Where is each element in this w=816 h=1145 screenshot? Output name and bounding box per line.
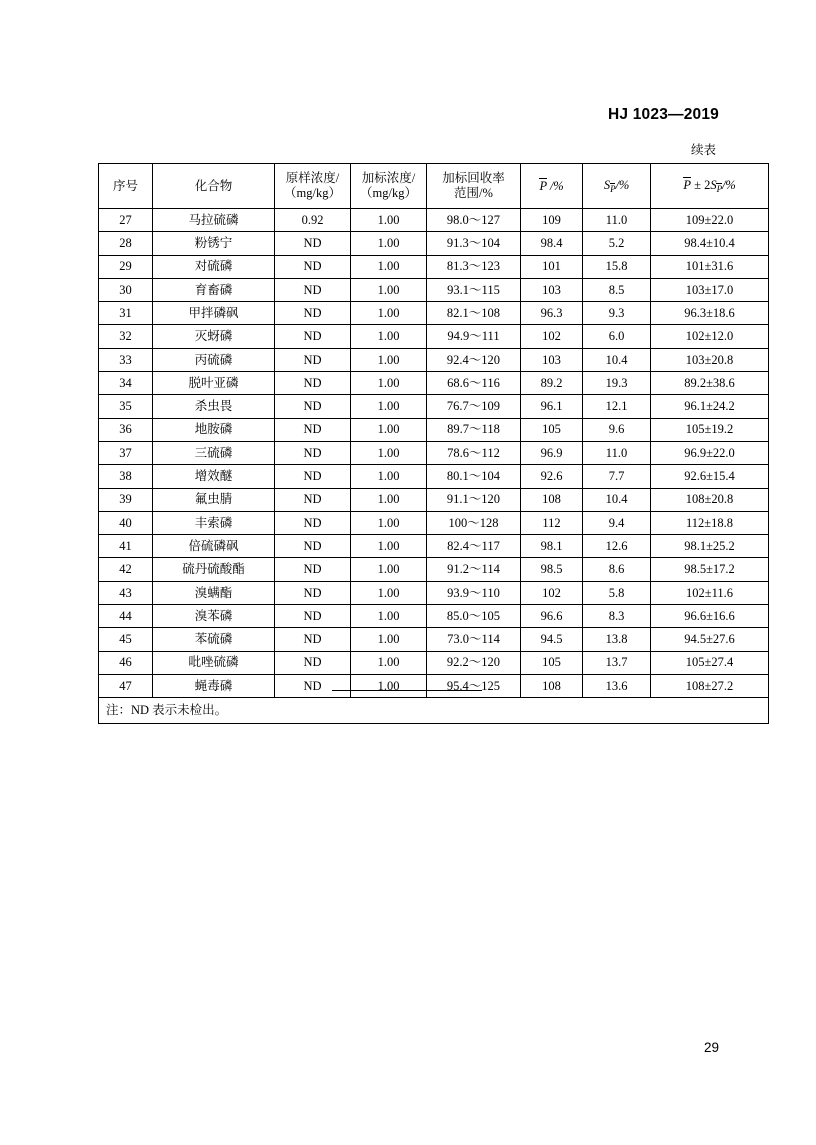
cell-spike-concentration: 1.00 xyxy=(351,372,427,395)
footnote-separator-rule xyxy=(332,690,482,691)
s-symbol: S xyxy=(603,177,611,192)
cell-mean-recovery: 98.1 xyxy=(521,535,583,558)
column-header-line: 加标回收率 xyxy=(442,171,505,186)
page-number: 29 xyxy=(703,1040,719,1055)
table-row xyxy=(99,628,769,651)
cell-recovery-range: 76.7～109 xyxy=(427,395,521,418)
cell-mean-recovery: 102 xyxy=(521,325,583,348)
cell-serial-number: 32 xyxy=(99,325,153,348)
cell-confidence-interval: 101±31.6 xyxy=(651,255,769,278)
cell-serial-number: 42 xyxy=(99,558,153,581)
table-row xyxy=(99,418,769,441)
cell-spike-concentration: 1.00 xyxy=(351,255,427,278)
column-header-line: 加标浓度/ xyxy=(361,171,416,186)
cell-mean-recovery: 103 xyxy=(521,278,583,301)
cell-serial-number: 44 xyxy=(99,605,153,628)
cell-recovery-range: 100～128 xyxy=(427,511,521,534)
cell-confidence-interval: 94.5±27.6 xyxy=(651,628,769,651)
cell-recovery-range: 89.7～118 xyxy=(427,418,521,441)
cell-mean-recovery: 96.9 xyxy=(521,441,583,464)
cell-confidence-interval: 108±20.8 xyxy=(651,488,769,511)
cell-spike-concentration: 1.00 xyxy=(351,395,427,418)
cell-compound: 丙硫磷 xyxy=(153,348,275,371)
cell-recovery-range: 91.2～114 xyxy=(427,558,521,581)
cell-serial-number: 34 xyxy=(99,372,153,395)
cell-original-concentration: ND xyxy=(275,465,351,488)
cell-serial-number: 30 xyxy=(99,278,153,301)
cell-original-concentration: ND xyxy=(275,651,351,674)
cell-serial-number: 31 xyxy=(99,302,153,325)
cell-recovery-range: 73.0～114 xyxy=(427,628,521,651)
table-row xyxy=(99,581,769,604)
table-row xyxy=(99,674,769,697)
cell-confidence-interval: 102±12.0 xyxy=(651,325,769,348)
percent-symbol: /% xyxy=(722,178,736,193)
cell-recovery-range: 92.2～120 xyxy=(427,651,521,674)
cell-mean-recovery: 96.3 xyxy=(521,302,583,325)
cell-serial-number: 39 xyxy=(99,488,153,511)
cell-original-concentration: ND xyxy=(275,581,351,604)
column-header-original-concentration xyxy=(275,164,351,209)
cell-recovery-range: 82.4～117 xyxy=(427,535,521,558)
cell-std-dev: 5.8 xyxy=(583,581,651,604)
cell-serial-number: 46 xyxy=(99,651,153,674)
cell-confidence-interval: 98.4±10.4 xyxy=(651,232,769,255)
column-header-serial-number xyxy=(99,164,153,209)
cell-compound: 脱叶亚磷 xyxy=(153,372,275,395)
cell-mean-recovery: 109 xyxy=(521,209,583,232)
cell-serial-number: 40 xyxy=(99,511,153,534)
cell-compound: 育畜磷 xyxy=(153,278,275,301)
cell-serial-number: 33 xyxy=(99,348,153,371)
cell-std-dev: 11.0 xyxy=(583,441,651,464)
cell-compound: 地胺磷 xyxy=(153,418,275,441)
table-row xyxy=(99,232,769,255)
s-symbol: S xyxy=(710,178,717,193)
plus-minus-symbol: ± 2 xyxy=(691,178,711,193)
cell-original-concentration: ND xyxy=(275,558,351,581)
cell-original-concentration: ND xyxy=(275,605,351,628)
cell-spike-concentration: 1.00 xyxy=(351,278,427,301)
cell-spike-concentration: 1.00 xyxy=(351,628,427,651)
cell-mean-recovery: 105 xyxy=(521,418,583,441)
cell-serial-number: 43 xyxy=(99,581,153,604)
table-note-row xyxy=(99,698,769,724)
cell-spike-concentration: 1.00 xyxy=(351,441,427,464)
cell-mean-recovery: 98.5 xyxy=(521,558,583,581)
column-header-std-dev xyxy=(583,164,651,209)
cell-serial-number: 37 xyxy=(99,441,153,464)
cell-spike-concentration: 1.00 xyxy=(351,581,427,604)
cell-original-concentration: ND xyxy=(275,325,351,348)
cell-serial-number: 38 xyxy=(99,465,153,488)
cell-spike-concentration: 1.00 xyxy=(351,674,427,697)
cell-recovery-range: 81.3～123 xyxy=(427,255,521,278)
cell-mean-recovery: 94.5 xyxy=(521,628,583,651)
cell-std-dev: 8.6 xyxy=(583,558,651,581)
cell-recovery-range: 85.0～105 xyxy=(427,605,521,628)
cell-std-dev: 15.8 xyxy=(583,255,651,278)
cell-original-concentration: ND xyxy=(275,418,351,441)
cell-std-dev: 9.6 xyxy=(583,418,651,441)
cell-spike-concentration: 1.00 xyxy=(351,302,427,325)
cell-original-concentration: ND xyxy=(275,535,351,558)
cell-serial-number: 35 xyxy=(99,395,153,418)
cell-original-concentration: ND xyxy=(275,395,351,418)
cell-mean-recovery: 96.6 xyxy=(521,605,583,628)
p-bar-subscript: P xyxy=(716,184,723,195)
cell-std-dev: 6.0 xyxy=(583,325,651,348)
cell-serial-number: 29 xyxy=(99,255,153,278)
table-row xyxy=(99,651,769,674)
cell-recovery-range: 68.6～116 xyxy=(427,372,521,395)
cell-confidence-interval: 92.6±15.4 xyxy=(651,465,769,488)
cell-std-dev: 11.0 xyxy=(583,209,651,232)
cell-serial-number: 27 xyxy=(99,209,153,232)
column-header-line: （mg/kg） xyxy=(360,186,417,200)
cell-std-dev: 9.3 xyxy=(583,302,651,325)
cell-compound: 丰索磷 xyxy=(153,511,275,534)
table-row xyxy=(99,488,769,511)
column-header-spike-concentration xyxy=(351,164,427,209)
cell-compound: 马拉硫磷 xyxy=(153,209,275,232)
cell-compound: 灭蚜磷 xyxy=(153,325,275,348)
table-row xyxy=(99,605,769,628)
cell-mean-recovery: 101 xyxy=(521,255,583,278)
column-header-line: 范围/% xyxy=(454,186,493,200)
cell-confidence-interval: 103±20.8 xyxy=(651,348,769,371)
cell-spike-concentration: 1.00 xyxy=(351,558,427,581)
cell-mean-recovery: 98.4 xyxy=(521,232,583,255)
cell-recovery-range: 94.9～111 xyxy=(427,325,521,348)
cell-spike-concentration: 1.00 xyxy=(351,325,427,348)
cell-spike-concentration: 1.00 xyxy=(351,418,427,441)
cell-mean-recovery: 89.2 xyxy=(521,372,583,395)
cell-compound: 氟虫腈 xyxy=(153,488,275,511)
column-header-compound xyxy=(153,164,275,209)
table-header-row xyxy=(99,164,769,209)
cell-std-dev: 12.1 xyxy=(583,395,651,418)
cell-confidence-interval: 98.1±25.2 xyxy=(651,535,769,558)
column-header-line: 序号 xyxy=(112,178,138,193)
table-row xyxy=(99,372,769,395)
cell-std-dev: 13.6 xyxy=(583,674,651,697)
cell-serial-number: 41 xyxy=(99,535,153,558)
column-header-line: 原样浓度/ xyxy=(285,171,340,186)
cell-spike-concentration: 1.00 xyxy=(351,511,427,534)
cell-compound: 蝇毒磷 xyxy=(153,674,275,697)
table-row xyxy=(99,348,769,371)
cell-serial-number: 28 xyxy=(99,232,153,255)
cell-original-concentration: ND xyxy=(275,348,351,371)
recovery-table-container xyxy=(98,163,736,724)
document-running-header: HJ 1023—2019 xyxy=(608,106,719,123)
cell-recovery-range: 98.0～127 xyxy=(427,209,521,232)
cell-recovery-range: 95.4～125 xyxy=(427,674,521,697)
table-row xyxy=(99,441,769,464)
cell-recovery-range: 80.1～104 xyxy=(427,465,521,488)
cell-recovery-range: 92.4～120 xyxy=(427,348,521,371)
cell-std-dev: 10.4 xyxy=(583,488,651,511)
cell-spike-concentration: 1.00 xyxy=(351,209,427,232)
cell-confidence-interval: 105±19.2 xyxy=(651,418,769,441)
cell-original-concentration: ND xyxy=(275,278,351,301)
cell-mean-recovery: 103 xyxy=(521,348,583,371)
table-row xyxy=(99,325,769,348)
cell-compound: 粉锈宁 xyxy=(153,232,275,255)
table-note: 注：ND 表示未检出。 xyxy=(99,698,769,724)
cell-confidence-interval: 96.6±16.6 xyxy=(651,605,769,628)
cell-recovery-range: 78.6～112 xyxy=(427,441,521,464)
cell-compound: 溴苯磷 xyxy=(153,605,275,628)
cell-original-concentration: ND xyxy=(275,372,351,395)
table-body xyxy=(99,209,769,724)
cell-confidence-interval: 102±11.6 xyxy=(651,581,769,604)
cell-mean-recovery: 96.1 xyxy=(521,395,583,418)
cell-compound: 杀虫畏 xyxy=(153,395,275,418)
cell-mean-recovery: 102 xyxy=(521,581,583,604)
cell-original-concentration: ND xyxy=(275,488,351,511)
cell-original-concentration: ND xyxy=(275,302,351,325)
p-bar-symbol: P xyxy=(683,178,691,193)
cell-recovery-range: 93.9～110 xyxy=(427,581,521,604)
cell-confidence-interval: 105±27.4 xyxy=(651,651,769,674)
column-header-line: 化合物 xyxy=(194,178,233,193)
cell-serial-number: 45 xyxy=(99,628,153,651)
cell-std-dev: 8.3 xyxy=(583,605,651,628)
cell-original-concentration: ND xyxy=(275,628,351,651)
cell-recovery-range: 91.3～104 xyxy=(427,232,521,255)
cell-std-dev: 12.6 xyxy=(583,535,651,558)
p-bar-symbol: P xyxy=(539,179,548,194)
cell-mean-recovery: 108 xyxy=(521,674,583,697)
cell-spike-concentration: 1.00 xyxy=(351,465,427,488)
cell-std-dev: 7.7 xyxy=(583,465,651,488)
table-row xyxy=(99,558,769,581)
cell-spike-concentration: 1.00 xyxy=(351,232,427,255)
cell-mean-recovery: 105 xyxy=(521,651,583,674)
cell-compound: 甲拌磷砜 xyxy=(153,302,275,325)
cell-mean-recovery: 112 xyxy=(521,511,583,534)
cell-spike-concentration: 1.00 xyxy=(351,535,427,558)
cell-serial-number: 36 xyxy=(99,418,153,441)
cell-compound: 吡唑硫磷 xyxy=(153,651,275,674)
cell-std-dev: 5.2 xyxy=(583,232,651,255)
cell-original-concentration: ND xyxy=(275,511,351,534)
cell-mean-recovery: 108 xyxy=(521,488,583,511)
cell-compound: 倍硫磷砜 xyxy=(153,535,275,558)
cell-std-dev: 13.8 xyxy=(583,628,651,651)
cell-original-concentration: ND xyxy=(275,674,351,697)
cell-compound: 硫丹硫酸酯 xyxy=(153,558,275,581)
table-header xyxy=(99,164,769,209)
cell-recovery-range: 93.1～115 xyxy=(427,278,521,301)
cell-std-dev: 9.4 xyxy=(583,511,651,534)
p-bar-subscript: P xyxy=(610,183,616,194)
table-row xyxy=(99,395,769,418)
cell-confidence-interval: 96.9±22.0 xyxy=(651,441,769,464)
column-header-confidence-interval xyxy=(651,164,769,209)
cell-std-dev: 8.5 xyxy=(583,278,651,301)
cell-compound: 对硫磷 xyxy=(153,255,275,278)
cell-spike-concentration: 1.00 xyxy=(351,348,427,371)
cell-original-concentration: ND xyxy=(275,441,351,464)
percent-symbol: /% xyxy=(547,179,564,194)
cell-original-concentration: ND xyxy=(275,232,351,255)
cell-std-dev: 13.7 xyxy=(583,651,651,674)
cell-confidence-interval: 96.3±18.6 xyxy=(651,302,769,325)
table-row xyxy=(99,465,769,488)
cell-confidence-interval: 109±22.0 xyxy=(651,209,769,232)
table-row xyxy=(99,535,769,558)
cell-spike-concentration: 1.00 xyxy=(351,605,427,628)
cell-original-concentration: ND xyxy=(275,255,351,278)
cell-std-dev: 10.4 xyxy=(583,348,651,371)
table-row xyxy=(99,511,769,534)
cell-recovery-range: 91.1～120 xyxy=(427,488,521,511)
column-header-recovery-range xyxy=(427,164,521,209)
table-row xyxy=(99,302,769,325)
recovery-table xyxy=(98,163,769,724)
cell-compound: 苯硫磷 xyxy=(153,628,275,651)
column-header-line: （mg/kg） xyxy=(284,186,341,200)
cell-confidence-interval: 96.1±24.2 xyxy=(651,395,769,418)
cell-std-dev: 19.3 xyxy=(583,372,651,395)
cell-confidence-interval: 103±17.0 xyxy=(651,278,769,301)
table-row xyxy=(99,209,769,232)
cell-spike-concentration: 1.00 xyxy=(351,488,427,511)
cell-compound: 增效醚 xyxy=(153,465,275,488)
column-header-mean-recovery xyxy=(521,164,583,209)
percent-symbol: /% xyxy=(615,177,630,192)
table-continued-caption: 续表 xyxy=(690,143,716,157)
cell-confidence-interval: 98.5±17.2 xyxy=(651,558,769,581)
cell-confidence-interval: 112±18.8 xyxy=(651,511,769,534)
cell-serial-number: 47 xyxy=(99,674,153,697)
cell-original-concentration: 0.92 xyxy=(275,209,351,232)
table-row xyxy=(99,255,769,278)
cell-compound: 溴螨酯 xyxy=(153,581,275,604)
cell-confidence-interval: 108±27.2 xyxy=(651,674,769,697)
cell-recovery-range: 82.1～108 xyxy=(427,302,521,325)
cell-confidence-interval: 89.2±38.6 xyxy=(651,372,769,395)
table-row xyxy=(99,278,769,301)
cell-spike-concentration: 1.00 xyxy=(351,651,427,674)
cell-mean-recovery: 92.6 xyxy=(521,465,583,488)
cell-compound: 三硫磷 xyxy=(153,441,275,464)
